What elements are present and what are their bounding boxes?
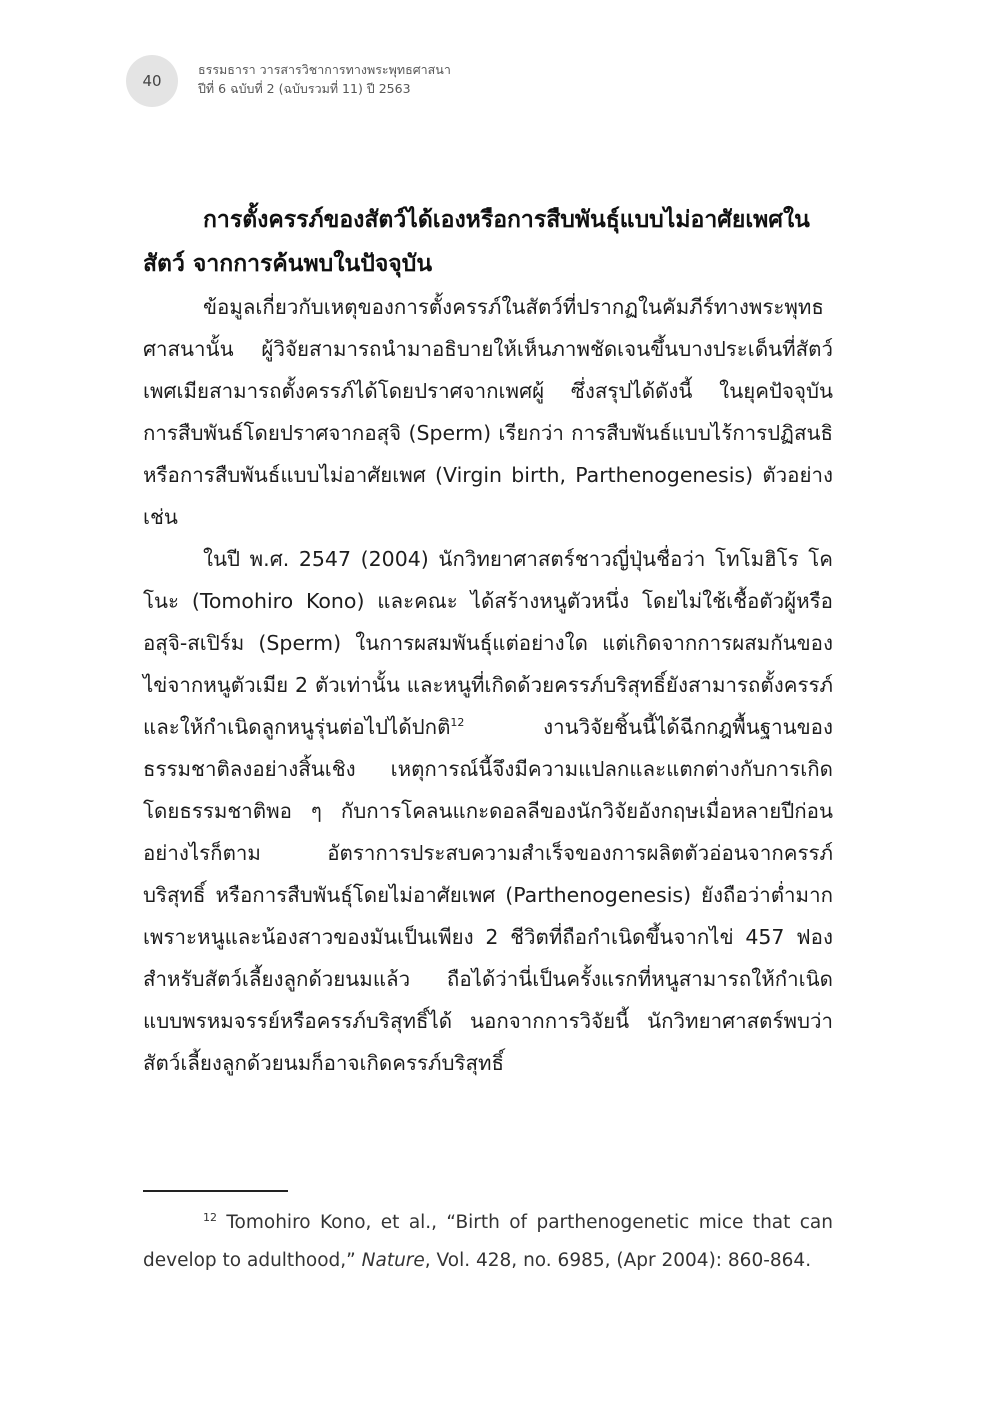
running-head [198, 60, 451, 98]
journal-title: ธรรมธารา วารสารวิชาการทางพระพุทธศาสนา [198, 62, 451, 77]
paragraph-kono-part1: ในปี พ.ศ. 2547 (2004) นักวิทยาศาสตร์ชาวญี่ปุ่นชื่อว่า โทโมฮิโร โคโนะ (Tomohiro Kono) และคณะ ได้สร้างหนูตัวหนึ่ง โดยไม่ใช้เชื้อตัวผู้หรืออสุจิ-สเปิร์ม (Sperm) ในการผสมพันธุ์แต่อย่างใด แต่เกิดจากการผสมกันของไข่จากหนูตัวเมีย 2 ตัวเท่านั้น และหนูที่เกิดด้วยครรภ์บริสุทธิ์ยังสามารถตั้งครรภ์และให้กำเนิดลูกหนูรุ่นต่อไปได้ปกติ [143, 547, 833, 739]
footnote-reference[interactable]: 12 [450, 716, 465, 730]
paragraph-kono-part2: งานวิจัยชิ้นนี้ได้ฉีกกฎพื้นฐานของธรรมชาติลงอย่างสิ้นเชิง เหตุการณ์นี้จึงมีความแปลกและแตกต่างกับการเกิดโดยธรรมชาติพอ ๆ กับการโคลนแกะดอลลีของนักวิจัยอังกฤษเมื่อหลายปีก่อน อย่างไรก็ตาม อัตราการประสบความสำเร็จของการผลิตตัวอ่อนจากครรภ์บริสุทธิ์ หรือการสืบพันธุ์โดยไม่อาศัยเพศ (Parthenogenesis) ยังถือว่าต่ำมาก เพราะหนูและน้องสาวของมันเป็นเพียง 2 ชีวิตที่ถือกำเนิดขึ้นจากไข่ 457 ฟอง สำหรับสัตว์เลี้ยงลูกด้วยนมแล้ว ถือได้ว่านี่เป็นครั้งแรกที่หนูสามารถให้กำเนิดแบบพรหมจรรย์หรือครรภ์บริสุทธิ์ได้ นอกจากการวิจัยนี้ นักวิทยาศาสตร์พบว่า สัตว์เลี้ยงลูกด้วยนมก็อาจเกิดครรภ์บริสุทธิ์ [143, 715, 833, 1075]
footnote [143, 1204, 833, 1280]
footnote-journal-title: Nature [361, 1250, 425, 1271]
footnote-text-after: , Vol. 428, no. 6985, (Apr 2004): 860-864. [424, 1250, 812, 1271]
page-number: 40 [142, 72, 162, 90]
footnote-number: 12 [203, 1210, 217, 1224]
paragraph-kono-study [143, 538, 833, 1084]
footnote-text-before: Tomohiro Kono, et al., “Birth of parthenogenetic mice that can develop to adulthood,” [143, 1212, 833, 1271]
page-number-badge [126, 55, 178, 107]
paragraph-intro: ข้อมูลเกี่ยวกับเหตุของการตั้งครรภ์ในสัตว์ที่ปรากฏในคัมภีร์ทางพระพุทธศาสนานั้น ผู้วิจัยสามารถนำมาอธิบายให้เห็นภาพชัดเจนขึ้นบางประเด็นที่สัตว์เพศเมียสามารถตั้งครรภ์ได้โดยปราศจากเพศผู้ ซึ่งสรุปได้ดังนี้ ในยุคปัจจุบัน การสืบพันธ์โดยปราศจากอสุจิ (Sperm) เรียกว่า การสืบพันธ์แบบไร้การปฏิสนธิ หรือการสืบพันธ์แบบไม่อาศัยเพศ (Virgin birth, Parthenogenesis) ตัวอย่างเช่น [143, 295, 833, 529]
section-heading: การตั้งครรภ์ของสัตว์ได้เองหรือการสืบพันธุ์แบบไม่อาศัยเพศในสัตว์ จากการค้นพบในปัจจุบัน [143, 207, 810, 277]
main-content [143, 198, 833, 1084]
journal-issue: ปีที่ 6 ฉบับที่ 2 (ฉบับรวมที่ 11) ปี 2563 [198, 81, 411, 96]
footnote-divider [143, 1190, 288, 1192]
